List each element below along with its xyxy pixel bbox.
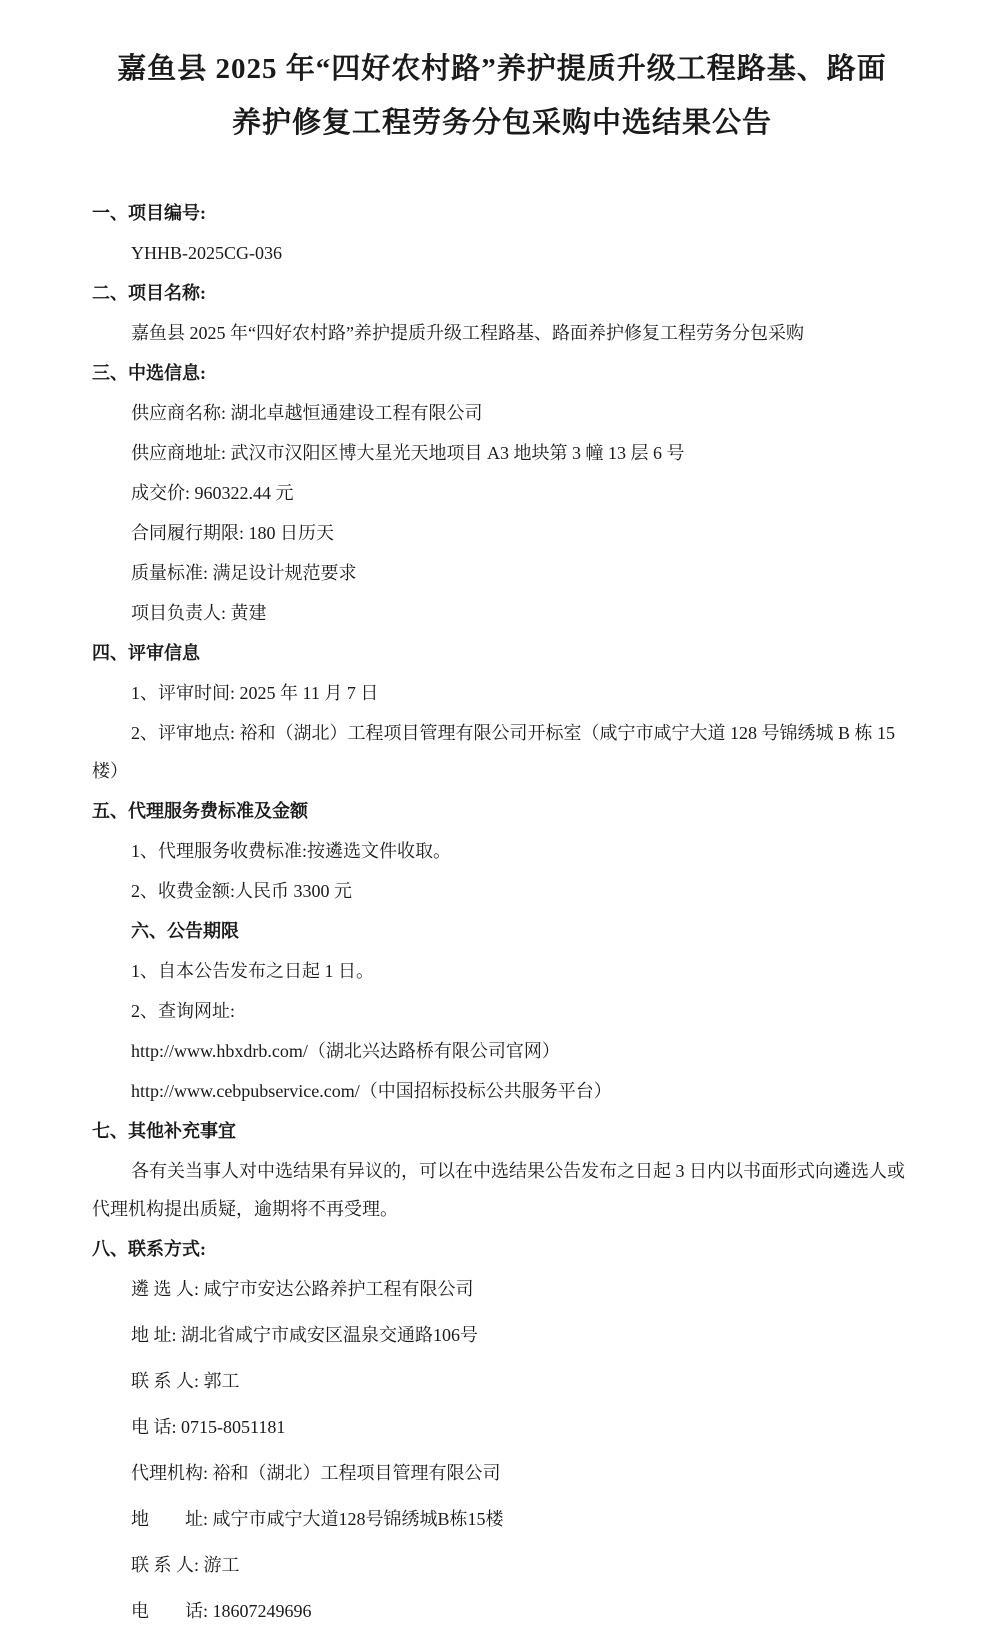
- paragraph: 合同履行期限: 180 日历天: [131, 523, 335, 543]
- paragraph: 项目负责人: 黄建: [131, 603, 267, 623]
- paragraph: 联 系 人: 郭工: [131, 1371, 240, 1391]
- section-heading: 六、公告期限: [131, 921, 239, 941]
- section-heading: 三、中选信息:: [92, 363, 206, 383]
- document-body: [92, 194, 912, 1630]
- section-heading: 五、代理服务费标准及金额: [92, 801, 308, 821]
- paragraph: 电 话: 18607249696: [131, 1601, 312, 1621]
- paragraph: 地 址: 湖北省咸宁市咸安区温泉交通路106号: [131, 1325, 478, 1345]
- paragraph: http://www.cebpubservice.com/（中国招标投标公共服务平台）: [131, 1081, 612, 1101]
- section-heading: 四、评审信息: [92, 643, 200, 663]
- paragraph: 成交价: 960322.44 元: [131, 483, 294, 503]
- title-line-1: 嘉鱼县 2025 年“四好农村路”养护提质升级工程路基、路面: [117, 53, 887, 85]
- paragraph: 质量标准: 满足设计规范要求: [131, 563, 357, 583]
- section-heading: 二、项目名称:: [92, 283, 206, 303]
- paragraph: 2、查询网址:: [131, 1001, 236, 1021]
- section-heading: 八、联系方式:: [92, 1239, 206, 1259]
- paragraph: 1、评审时间: 2025 年 11 月 7 日: [131, 683, 379, 703]
- document-title: [92, 42, 912, 150]
- section-heading: 一、项目编号:: [92, 203, 206, 223]
- section-heading: 七、其他补充事宜: [92, 1121, 236, 1141]
- paragraph: YHHB-2025CG-036: [131, 243, 282, 263]
- paragraph: 1、自本公告发布之日起 1 日。: [131, 961, 374, 981]
- paragraph: 供应商名称: 湖北卓越恒通建设工程有限公司: [131, 403, 483, 423]
- paragraph: 2、收费金额:人民币 3300 元: [131, 881, 353, 901]
- paragraph: 电 话: 0715-8051181: [131, 1417, 286, 1437]
- paragraph: http://www.hbxdrb.com/（湖北兴达路桥有限公司官网）: [131, 1041, 560, 1061]
- paragraph: 嘉鱼县 2025 年“四好农村路”养护提质升级工程路基、路面养护修复工程劳务分包采购: [131, 323, 804, 343]
- paragraph: 遴 选 人: 咸宁市安达公路养护工程有限公司: [131, 1279, 474, 1299]
- paragraph: 地 址: 咸宁市咸宁大道128号锦绣城B栋15楼: [131, 1509, 504, 1529]
- paragraph: 代理机构: 裕和（湖北）工程项目管理有限公司: [131, 1463, 501, 1483]
- paragraph: 2、评审地点: 裕和（湖北）工程项目管理有限公司开标室（咸宁市咸宁大道 128 号锦绣城 B 栋 15 楼）: [92, 723, 896, 781]
- paragraph: 各有关当事人对中选结果有异议的，可以在中选结果公告发布之日起 3 日内以书面形式向遴选人或代理机构提出质疑，逾期将不再受理。: [92, 1161, 905, 1219]
- paragraph: 1、代理服务收费标准:按遴选文件收取。: [131, 841, 451, 861]
- paragraph: 联 系 人: 游工: [131, 1555, 240, 1575]
- title-line-2: 养护修复工程劳务分包采购中选结果公告: [231, 107, 772, 139]
- paragraph: 供应商地址: 武汉市汉阳区博大星光天地项目 A3 地块第 3 幢 13 层 6 号: [131, 443, 685, 463]
